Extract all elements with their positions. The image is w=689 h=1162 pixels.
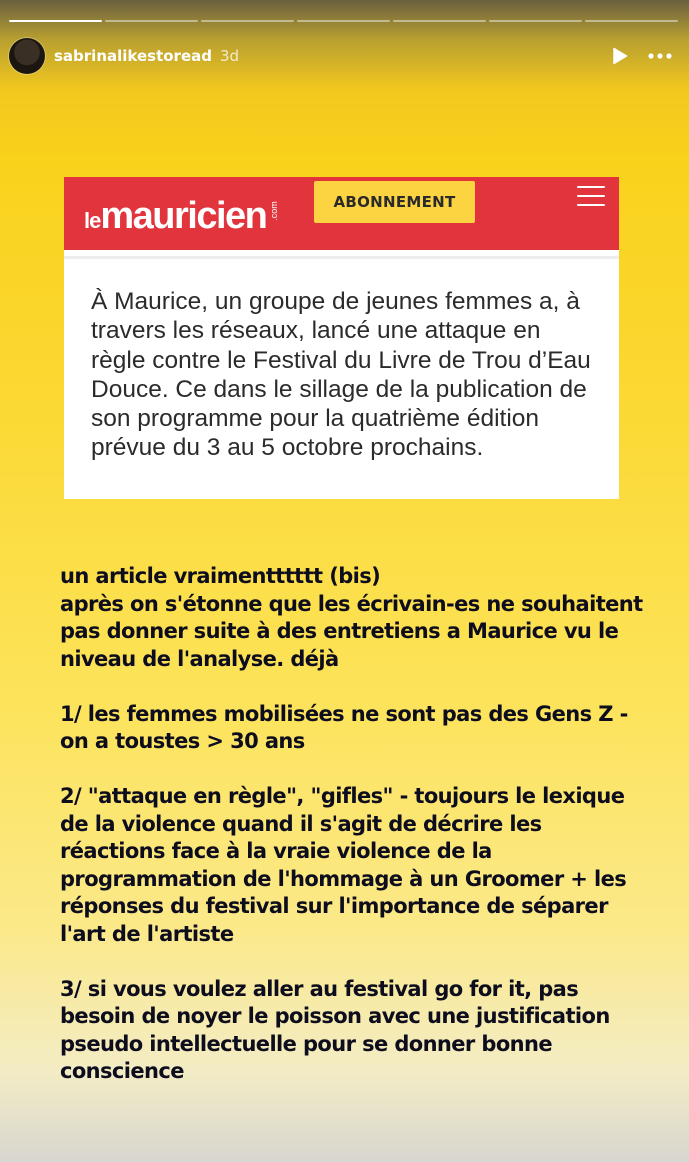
caption-paragraph: 3/ si vous voulez aller au festival go for it, pas besoin de noyer le poisson avec une justification pseudo intellectuelle pour se donner bonne conscience: [60, 976, 610, 1083]
more-options-icon: [648, 53, 672, 59]
post-time: 3d: [220, 47, 240, 65]
story-progress-bar: [9, 20, 678, 23]
article-excerpt: À Maurice, un groupe de jeunes femmes a, à travers les réseaux, lancé une attaque en règle contre le Festival du Livre de Trou d’Eau Douce. Ce dans le sillage de la publication de son programme pour la quatrième édition prévue du 3 au 5 octobre prochains.: [91, 288, 591, 462]
username[interactable]: sabrinalikestoread: [54, 47, 212, 65]
progress-segment: [105, 20, 198, 22]
progress-segment: [201, 20, 294, 22]
progress-segment: [297, 20, 390, 22]
article-header: [64, 177, 619, 250]
logo-suffix: .com: [269, 201, 280, 221]
story-header: [9, 38, 675, 74]
caption-paragraph: 1/ les femmes mobilisées ne sont pas des Gens Z - on a toustes > 30 ans: [60, 701, 628, 753]
progress-segment: [489, 20, 582, 22]
caption-paragraph: un article vraimentttttt (bis) après on s'étonne que les écrivain-es ne souhaitent pas donner suite à des entretiens a Maurice vu le niveau de l'analyse. déjà: [60, 564, 643, 671]
progress-segment: [9, 20, 102, 22]
logo-prefix: le: [84, 208, 101, 233]
play-icon: [612, 47, 628, 65]
progress-segment: [393, 20, 486, 22]
article-screenshot: [64, 177, 619, 499]
play-button[interactable]: [607, 43, 633, 69]
logo-name: mauricien: [100, 195, 267, 237]
avatar[interactable]: [9, 38, 45, 74]
more-options-button[interactable]: [645, 43, 675, 69]
progress-segment: [585, 20, 678, 22]
story-caption: [60, 563, 650, 1086]
lemauricien-logo: [84, 191, 284, 241]
hamburger-menu-icon[interactable]: [577, 186, 605, 206]
caption-paragraph: 2/ "attaque en règle", "gifles" - toujours le lexique de la violence quand il s'agit de décrire les réactions face à la vraie violence de la programmation de l'hommage à un Groomer + les réponses du festival sur l'importance de séparer l'art de l'artiste: [60, 784, 627, 946]
subscribe-button[interactable]: ABONNEMENT: [314, 181, 475, 223]
